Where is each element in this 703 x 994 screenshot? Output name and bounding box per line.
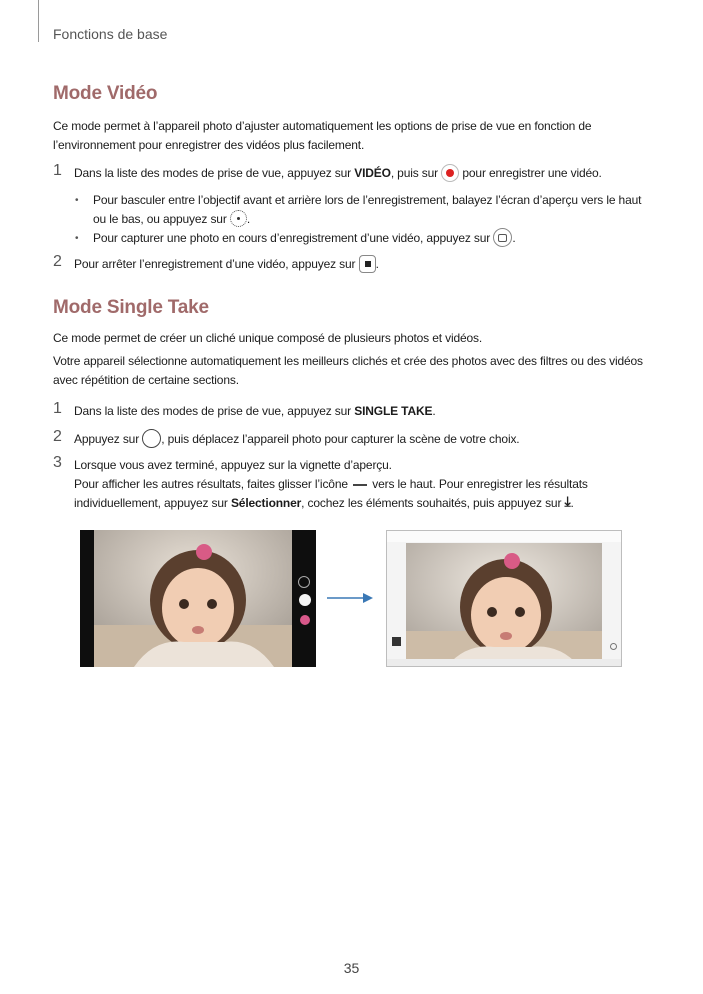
single-take-p2: Votre appareil sélectionne automatiquement les meilleurs clichés et crée des photos avec des filtres ou des vidéos avec répétition de certaine sections. xyxy=(53,354,643,387)
child-photo-result xyxy=(406,543,602,667)
effects-icon[interactable] xyxy=(300,615,310,625)
section-title-single-take: Mode Single Take xyxy=(53,297,209,318)
section-title-video: Mode Vidéo xyxy=(53,83,158,104)
step-number: 2 xyxy=(53,253,62,270)
record-icon xyxy=(441,164,459,182)
step-text: Appuyez sur , puis déplacez l’appareil photo pour capturer la scène de votre choix. xyxy=(74,430,649,449)
stop-icon xyxy=(359,255,376,273)
step-text: Dans la liste des modes de prise de vue, appuyez sur VIDÉO, puis sur pour enregistrer une vidéo. xyxy=(74,164,649,183)
step-text: Dans la liste des modes de prise de vue, appuyez sur SINGLE TAKE. xyxy=(74,404,436,418)
step-text: Lorsque vous avez terminé, appuyez sur la vignette d’aperçu. Pour afficher les autres résultats, faites glisser l’icône vers le haut. Pour enregistrer les résultats individuellement, appuyez sur Sélectionner, cochez les éléments souhaités, puis appuyez sur ⤓. xyxy=(74,458,588,510)
step-number: 1 xyxy=(53,162,62,179)
bullet-dot-icon: • xyxy=(75,195,79,206)
camera-viewfinder-screenshot xyxy=(80,530,316,667)
step-number: 2 xyxy=(53,428,62,445)
drag-handle-icon xyxy=(353,484,367,486)
switch-camera-icon xyxy=(230,210,247,227)
shutter-icon xyxy=(142,429,161,448)
settings-icon[interactable] xyxy=(610,643,617,650)
bullet-dot-icon: • xyxy=(75,233,79,244)
switch-camera-icon[interactable] xyxy=(298,576,310,588)
page-number: 35 xyxy=(343,960,360,976)
header-rule xyxy=(38,0,39,42)
save-icon: ⤓ xyxy=(564,493,571,510)
capture-icon xyxy=(493,228,512,247)
video-intro: Ce mode permet à l’appareil photo d’ajuster automatiquement les options de prise de vue en fonction de l’environnement pour enregistrer des vidéos plus facilement. xyxy=(53,119,592,152)
bullet-text: Pour basculer entre l’objectif avant et arrière lors de l’enregistrement, balayez l’écran d’aperçu vers le haut ou le bas, ou appuyez sur . xyxy=(93,193,642,226)
child-photo xyxy=(94,530,292,667)
single-take-p1: Ce mode permet de créer un cliché unique composé de plusieurs photos et vidéos. xyxy=(53,331,483,345)
step-text: Pour arrêter l’enregistrement d’une vidéo, appuyez sur . xyxy=(74,255,649,274)
result-toolbar xyxy=(387,531,621,542)
thumbnail-icon[interactable] xyxy=(392,637,401,646)
running-header: Fonctions de base xyxy=(53,26,168,42)
result-bottom-bar xyxy=(387,659,621,667)
transition-arrow-icon xyxy=(327,591,375,605)
single-take-result-screenshot xyxy=(386,530,622,667)
step-number: 1 xyxy=(53,400,62,417)
bullet-text: Pour capturer une photo en cours d’enregistrement d’une vidéo, appuyez sur . xyxy=(93,229,653,248)
shutter-button[interactable] xyxy=(299,594,311,606)
step-number: 3 xyxy=(53,454,62,471)
